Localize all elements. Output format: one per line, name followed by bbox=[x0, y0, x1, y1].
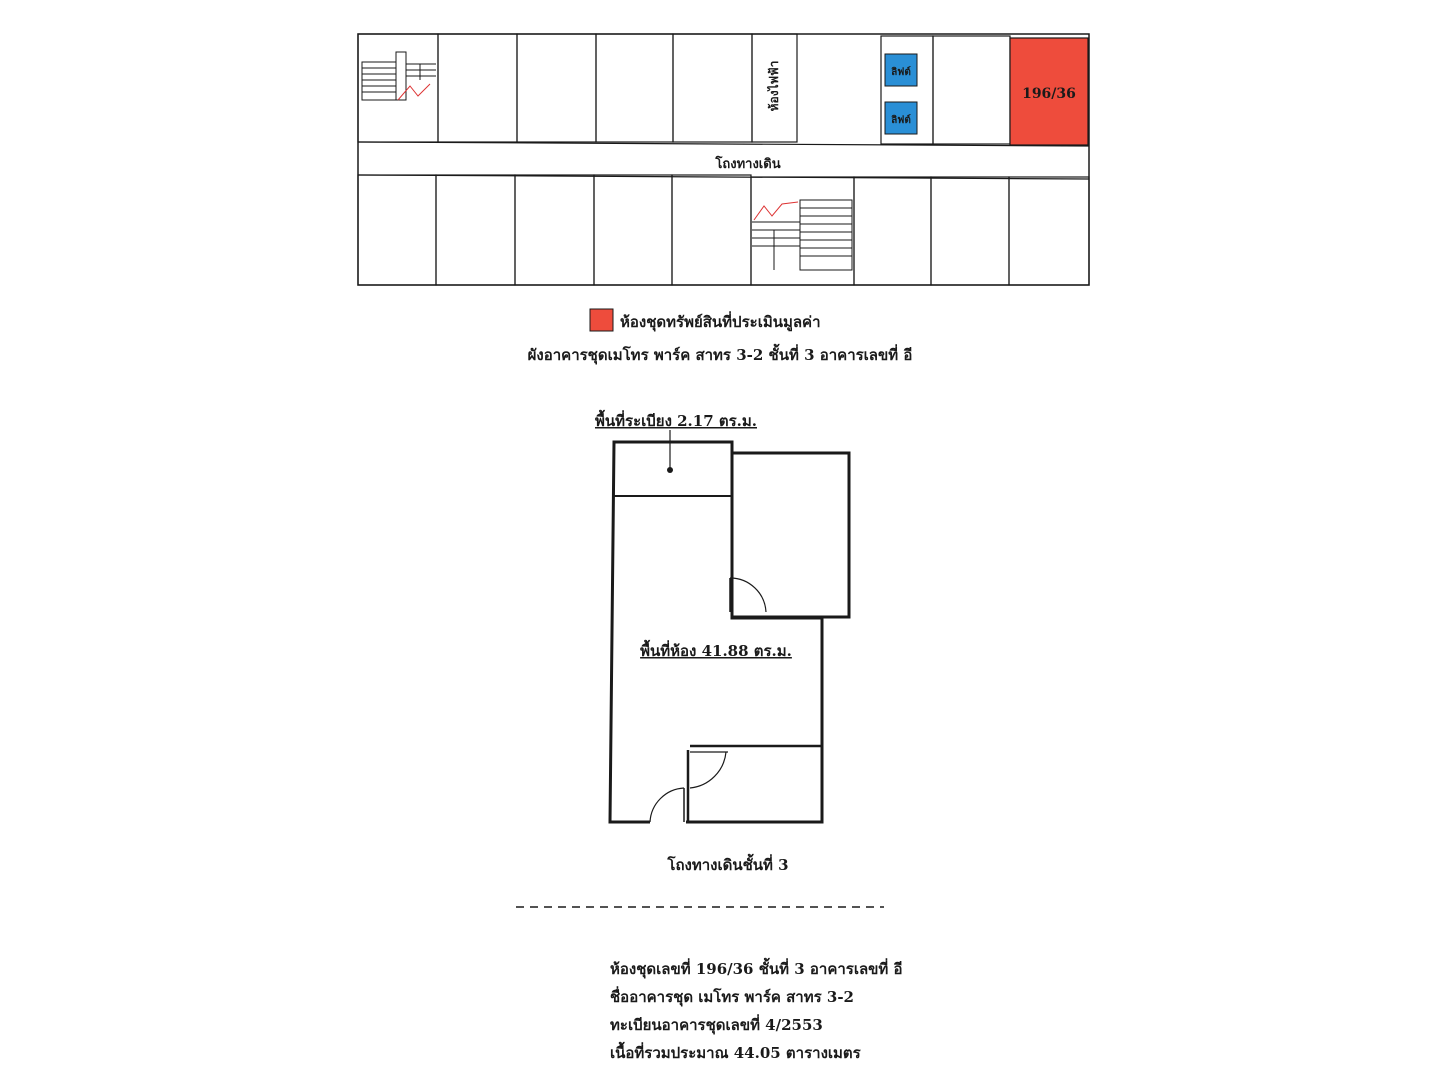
unit-plan bbox=[595, 409, 849, 874]
unit-cell bbox=[931, 177, 1009, 285]
floor-plan-caption: ผังอาคารชุดเมโทร พาร์ค สาทร 3-2 ชั้นที่ 3 อาคารเลขที่ อี bbox=[527, 346, 913, 364]
bottom-row-units bbox=[358, 175, 1089, 285]
corridor-label: โถงทางเดิน bbox=[715, 157, 781, 172]
unit-cell bbox=[594, 175, 672, 285]
electrical-room-label: ห้องไฟฟ้า bbox=[767, 60, 781, 112]
unit-cell bbox=[515, 175, 594, 285]
unit-cell bbox=[596, 34, 673, 142]
unit-outline bbox=[610, 442, 822, 822]
unit-cell bbox=[673, 34, 752, 142]
bathroom-door-swing bbox=[730, 578, 766, 612]
room-area-label: พื้นที่ห้อง 41.88 ตร.ม. bbox=[640, 642, 792, 660]
unit-cell bbox=[517, 34, 596, 142]
floor-plan bbox=[358, 34, 1089, 285]
building-name-line: ชื่ออาคารชุด เมโทร พาร์ค สาทร 3-2 bbox=[610, 988, 854, 1006]
lift-2-label: ลิฟต์ bbox=[891, 115, 911, 126]
unit-cell bbox=[672, 175, 751, 285]
legend-swatch bbox=[590, 309, 613, 331]
unit-cell bbox=[1009, 177, 1089, 285]
registration-line: ทะเบียนอาคารชุดเลขที่ 4/2553 bbox=[610, 1016, 823, 1034]
unit-cell bbox=[438, 34, 517, 142]
unit-cell bbox=[358, 175, 436, 285]
legend-label: ห้องชุดทรัพย์สินที่ประเมินมูลค่า bbox=[620, 313, 821, 331]
bathroom bbox=[732, 453, 849, 617]
total-area-line: เนื้อที่รวมประมาณ 44.05 ตารางเมตร bbox=[610, 1044, 861, 1062]
closet-door-swing bbox=[690, 752, 726, 788]
entrance-door-swing bbox=[650, 788, 684, 822]
stair-top-left bbox=[362, 52, 436, 100]
balcony-label: พื้นที่ระเบียง 2.17 ตร.ม. bbox=[594, 412, 758, 430]
lift-1-label: ลิฟต์ bbox=[891, 67, 911, 78]
unit-corridor-label: โถงทางเดินชั้นที่ 3 bbox=[667, 856, 789, 874]
unit-number-line: ห้องชุดเลขที่ 196/36 ชั้นที่ 3 อาคารเลขที่ อี bbox=[610, 960, 903, 978]
balcony-leader-dot bbox=[667, 467, 673, 473]
unit-cell bbox=[854, 177, 931, 285]
highlighted-unit-label: 196/36 bbox=[1022, 86, 1076, 102]
unit-cell bbox=[436, 175, 515, 285]
unit-cell bbox=[933, 36, 1010, 144]
stair-core bbox=[751, 177, 854, 285]
unit-info-block bbox=[610, 955, 903, 1067]
stair-bottom-center bbox=[752, 200, 852, 270]
